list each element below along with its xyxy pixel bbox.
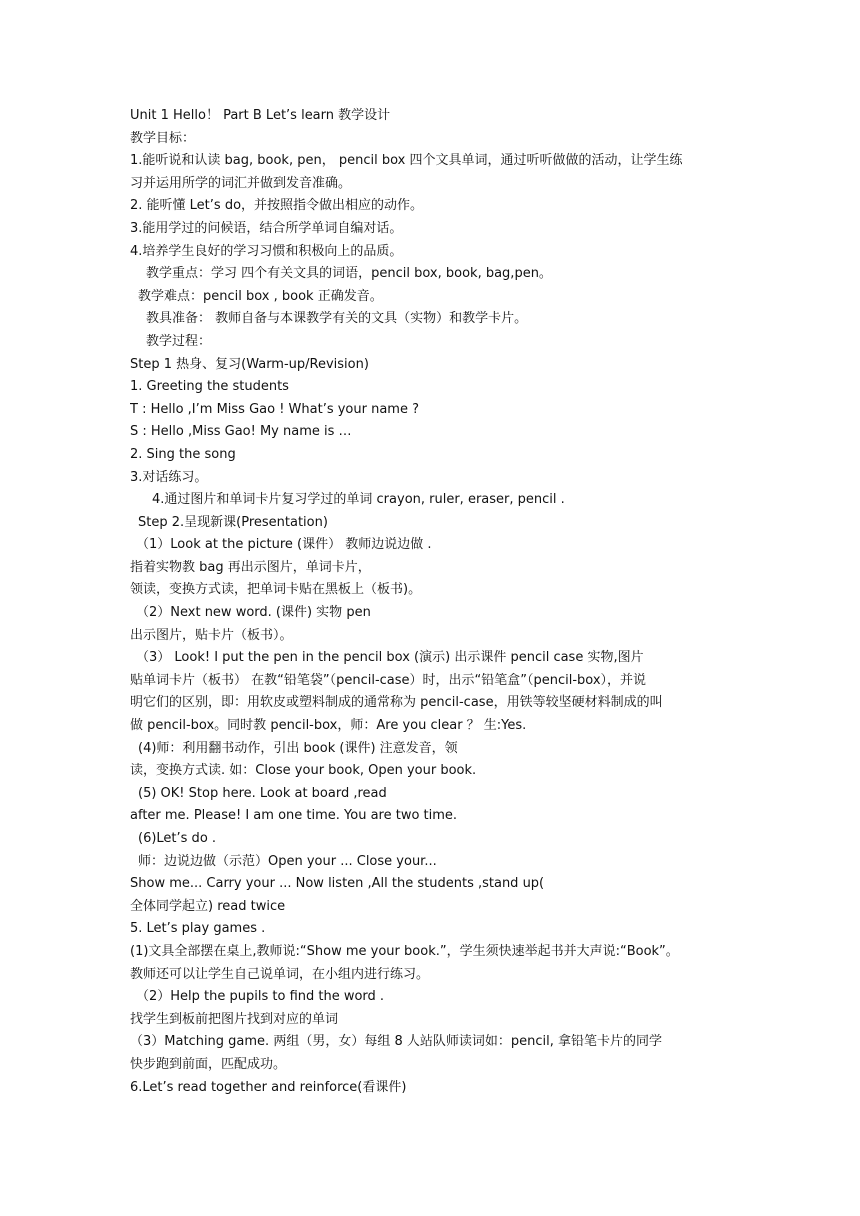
text-line: 指着实物教 bag 再出示图片，单词卡片，	[130, 559, 371, 575]
text-line: （3） Look! I put the pen in the pencil box (演示) 出示课件 pencil case 实物,图片	[136, 650, 644, 666]
text-line: （2）Help the pupils to find the word .	[136, 989, 385, 1005]
text-line: 2. Sing the song	[130, 446, 236, 462]
objective-2: 2. 能听懂 Let’s do，并按照指令做出相应的动作。	[130, 198, 424, 214]
text-line: （1）Look at the picture (课件） 教师边说边做 .	[136, 537, 432, 553]
text-line: 读，变换方式读. 如：Close your book, Open your book.	[130, 763, 477, 779]
text-line: 全体同学起立) read twice	[130, 898, 286, 914]
text-line: (6)Let’s do .	[138, 831, 217, 846]
section-heading-objectives: 教学目标：	[130, 130, 196, 146]
text-line: 贴单词卡片（板书） 在教“铅笔袋”（pencil-case）时，出示“铅笔盒”（pencil-box），并说	[130, 672, 647, 688]
teaching-difficulty: 教学难点：pencil box , book 正确发音。	[138, 288, 383, 304]
text-line: 明它们的区别，即：用软皮或塑料制成的通常称为 pencil-case，用铁等较坚硬材料制成的叫	[130, 695, 663, 711]
text-line: after me. Please! I am one time. You are two time.	[130, 808, 458, 824]
doc-title: Unit 1 Hello！ Part B Let’s learn 教学设计	[130, 108, 391, 123]
teaching-aids: 教具准备： 教师自备与本课教学有关的文具（实物）和教学卡片。	[146, 311, 528, 327]
text-line: 6.Let’s read together and reinforce(看课件)	[130, 1079, 407, 1095]
text-line: (5) OK! Stop here. Look at board ,read	[138, 785, 387, 801]
text-line: 1. Greeting the students	[130, 379, 289, 395]
objective-1-cont: 习并运用所学的词汇并做到发音准确。	[130, 175, 352, 191]
step-1-heading: Step 1 热身、复习(Warm-up/Revision)	[130, 356, 369, 372]
text-line: T : Hello ,I’m Miss Gao ! What’s your name ?	[130, 401, 419, 417]
text-line: （2）Next new word. (课件) 实物 pen	[136, 605, 371, 621]
text-line: (4)师：利用翻书动作，引出 book (课件) 注意发音，领	[138, 740, 458, 756]
text-line: 师：边说边做（示范）Open your ... Close your...	[138, 853, 437, 869]
lesson-plan-body	[0, 105, 860, 1099]
section-heading-process: 教学过程：	[146, 333, 212, 349]
text-line: 教师还可以让学生自己说单词，在小组内进行练习。	[130, 966, 430, 982]
step-2-heading: Step 2.呈现新课(Presentation)	[138, 514, 328, 530]
text-line: (1)文具全部摆在桌上,教师说:“Show me your book.”，学生须快速举起书并大声说:“Book”。	[130, 943, 679, 959]
text-line: 4.通过图片和单词卡片复习学过的单词 crayon, ruler, eraser, pencil .	[152, 492, 565, 508]
objective-1: 1.能听说和认读 bag, book, pen， pencil box 四个文具单词，通过听听做做的活动，让学生练	[130, 153, 683, 169]
text-line: （3）Matching game. 两组（男，女）每组 8 人站队师读词如：pencil, 拿铅笔卡片的同学	[130, 1034, 662, 1050]
teaching-focus: 教学重点：学习 四个有关文具的词语，pencil box, book, bag,pen。	[146, 266, 552, 282]
text-line: 找学生到板前把图片找到对应的单词	[130, 1011, 339, 1027]
text-line: Show me... Carry your ... Now listen ,All the students ,stand up(	[130, 876, 545, 892]
text-line: 快步跑到前面，匹配成功。	[130, 1056, 287, 1072]
text-line: 领读，变换方式读，把单词卡贴在黑板上（板书)。	[130, 582, 422, 598]
objective-4: 4.培养学生良好的学习习惯和积极向上的品质。	[130, 243, 403, 259]
text-line: 5. Let’s play games .	[130, 921, 266, 937]
text-line: 出示图片，贴卡片（板书）。	[130, 627, 293, 643]
objective-3: 3.能用学过的问候语，结合所学单词自编对话。	[130, 220, 403, 236]
text-line: 3.对话练习。	[130, 469, 208, 485]
text-line: 做 pencil-box。同时教 pencil-box，师：Are you clear ？ 生:Yes.	[130, 718, 527, 734]
text-line: S : Hello ,Miss Gao! My name is …	[130, 424, 352, 440]
